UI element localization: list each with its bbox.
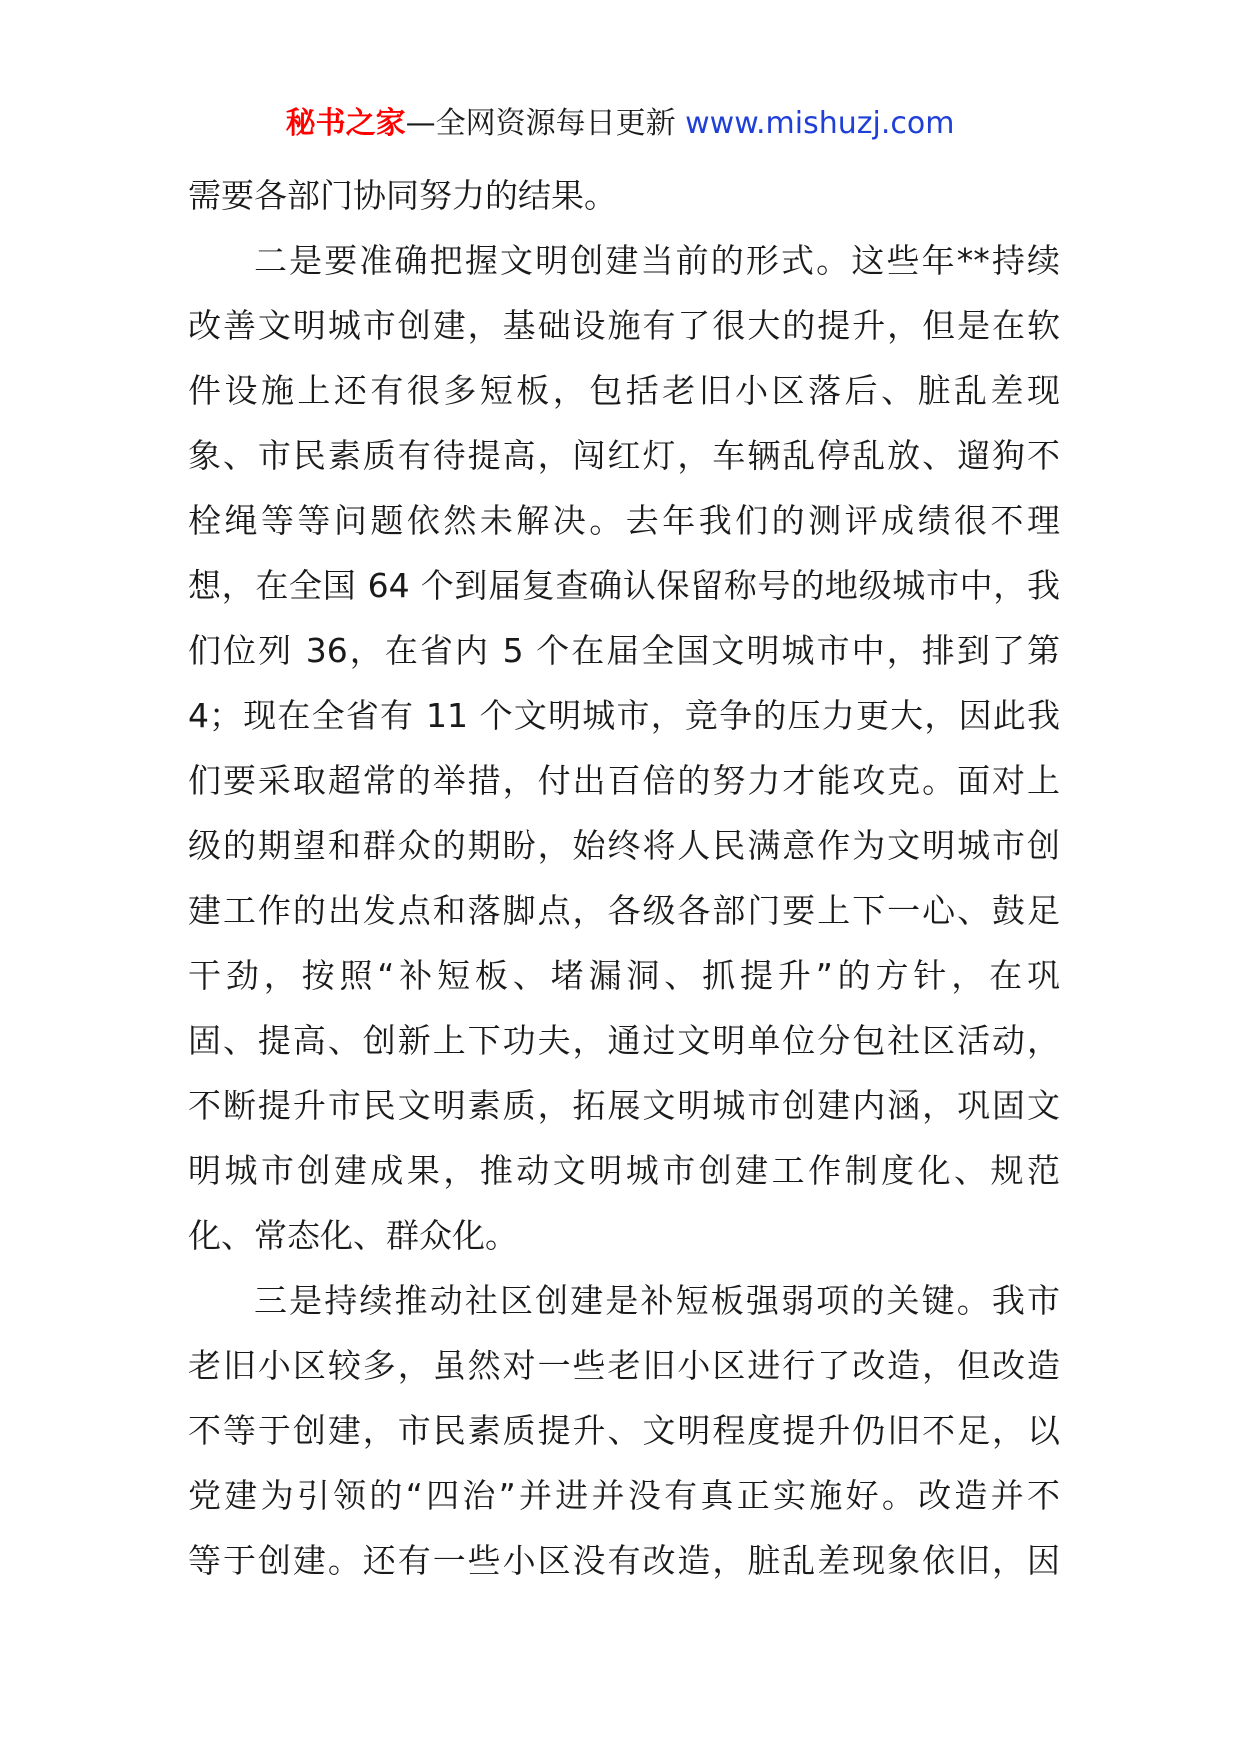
text-line: 级的期望和群众的期盼，始终将人民满意作为文明城市创 [188,826,1060,865]
text-line: 不等于创建，市民素质提升、文明程度提升仍旧不足，以 [188,1411,1060,1450]
text-line: 党建为引领的“四治”并进并没有真正实施好。改造并不 [188,1476,1060,1515]
text-line: 件设施上还有很多短板，包括老旧小区落后、脏乱差现 [188,371,1060,410]
text-line: 二是要准确把握文明创建当前的形式。这些年**持续 [254,241,1060,280]
text-line: 栓绳等等问题依然未解决。去年我们的测评成绩很不理 [188,501,1060,540]
text-line: 不断提升市民文明素质，拓展文明城市创建内涵，巩固文 [188,1086,1060,1125]
text-line: 三是持续推动社区创建是补短板强弱项的关键。我市 [254,1281,1060,1320]
document-body [188,163,1060,1593]
text-line: 想，在全国 64 个到届复查确认保留称号的地级城市中，我 [188,566,1060,605]
text-line: 老旧小区较多，虽然对一些老旧小区进行了改造，但改造 [188,1346,1060,1385]
text-line: 们要采取超常的举措，付出百倍的努力才能攻克。面对上 [188,761,1060,800]
text-line: 建工作的出发点和落脚点，各级各部门要上下一心、鼓足 [188,891,1060,930]
text-line: 化、常态化、群众化。 [188,1216,518,1255]
text-line: 固、提高、创新上下功夫，通过文明单位分包社区活动， [188,1021,1060,1060]
text-line: 改善文明城市创建，基础设施有了很大的提升，但是在软 [188,306,1060,345]
text-line: 等于创建。还有一些小区没有改造，脏乱差现象依旧，因 [188,1541,1060,1580]
text-line: 象、市民素质有待提高，闯红灯，车辆乱停乱放、遛狗不 [188,436,1060,475]
site-tagline: —全网资源每日更新 [405,106,676,141]
site-brand: 秘书之家 [285,106,406,141]
text-line: 干劲，按照“补短板、堵漏洞、抓提升”的方针，在巩 [188,956,1060,995]
text-line: 们位列 36，在省内 5 个在届全国文明城市中，排到了第 [188,631,1060,670]
page-header [0,102,1240,146]
text-line: 4；现在全省有 11 个文明城市，竞争的压力更大，因此我 [188,696,1060,735]
site-url-link[interactable]: www.mishuzj.com [685,106,955,141]
text-line: 需要各部门协同努力的结果。 [188,176,617,215]
text-line: 明城市创建成果，推动文明城市创建工作制度化、规范 [188,1151,1060,1190]
